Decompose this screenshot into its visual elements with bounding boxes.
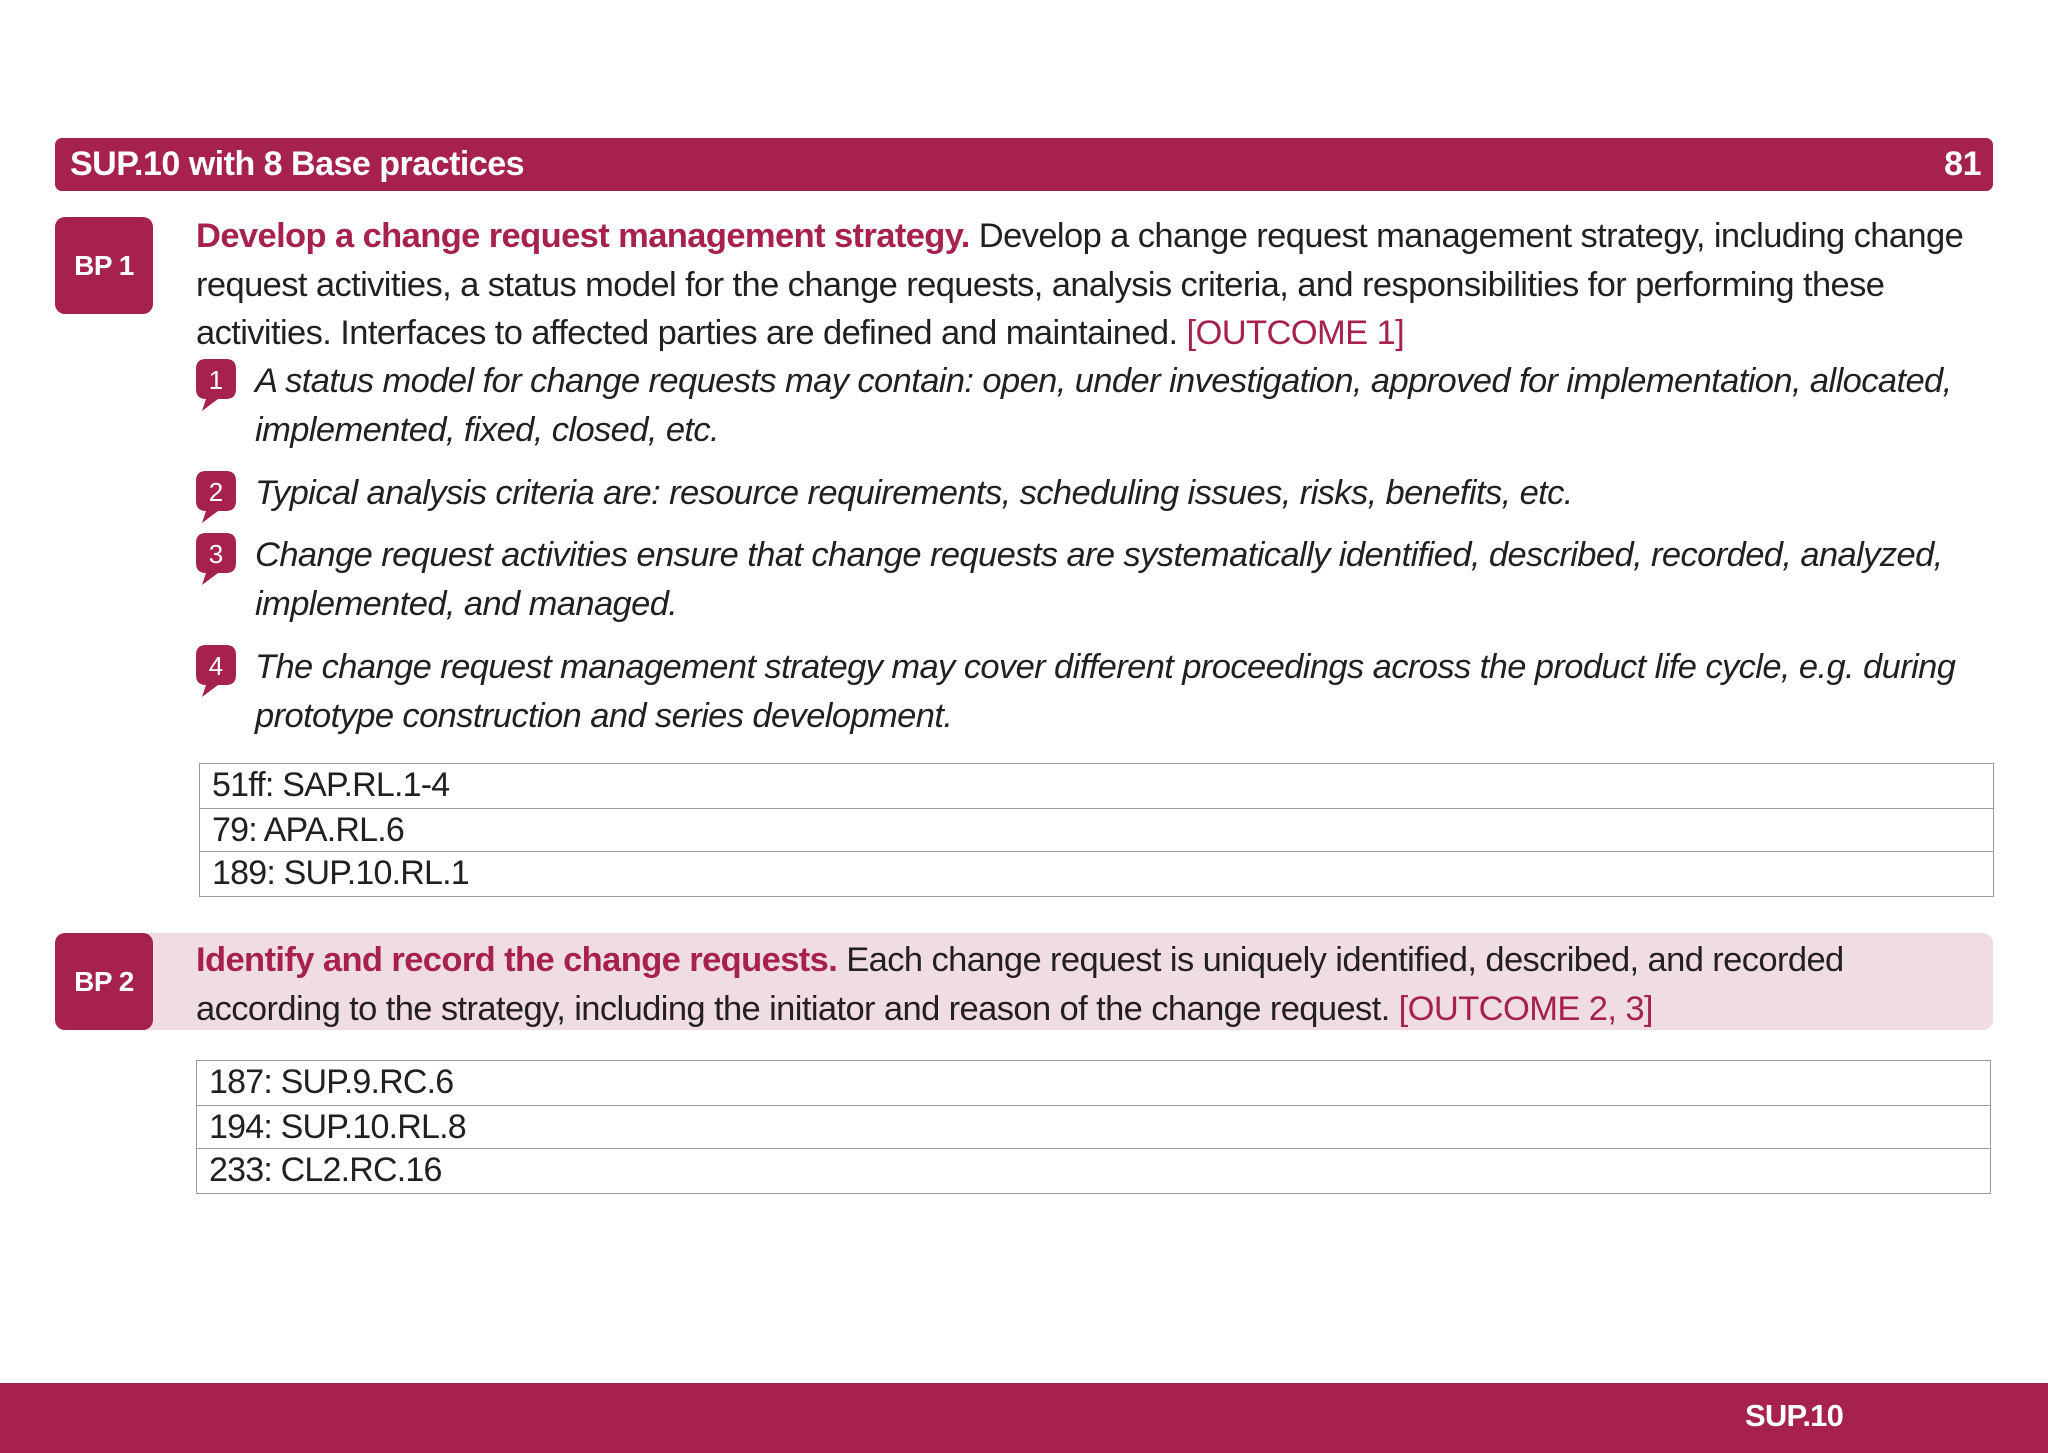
svg-text:2: 2	[208, 477, 224, 507]
bp2-reference-table	[196, 1060, 1991, 1194]
footer-label: SUP.10	[1745, 1398, 1844, 1433]
bp2-badge: BP 2	[55, 933, 153, 1030]
note-text: A status model for change requests may contain: open, under investigation, approved for implementation, allocated, implemented, fixed, closed, etc.	[255, 362, 1952, 449]
page-number: 81	[1944, 145, 1981, 183]
note-text: Change request activities ensure that change requests are systematically identified, described, recorded, analyzed, implemented, and managed.	[255, 536, 1943, 623]
bp1-title: Develop a change request management strategy.	[196, 217, 970, 255]
speech-bubble-icon	[196, 645, 236, 698]
bp1-description	[196, 212, 1986, 358]
bp1-outcome: [OUTCOME 1]	[1186, 314, 1405, 352]
note-text: The change request management strategy may cover different proceedings across the product life cycle, e.g. during prototype construction and series development.	[255, 648, 1956, 735]
bp1-reference-table	[199, 763, 1994, 897]
reference-row: 51ff: SAP.RL.1-4	[212, 766, 450, 804]
bp1-body: Develop a change request management strategy, including change request activities, a status model for the change requests, analysis criteria, and responsibilities for performing these activities. Interfaces to affected parties are defined and maintained.	[196, 217, 1964, 352]
bp2-title: Identify and record the change requests.	[196, 941, 838, 979]
speech-bubble-icon	[196, 359, 236, 412]
section-title: SUP.10 with 8 Base practices	[70, 145, 525, 183]
speech-bubble-icon	[196, 471, 236, 524]
note-text: Typical analysis criteria are: resource requirements, scheduling issues, risks, benefits, etc.	[255, 474, 1573, 512]
reference-row: 189: SUP.10.RL.1	[200, 851, 1993, 895]
bp2-outcome: [OUTCOME 2, 3]	[1398, 989, 1653, 1028]
svg-text:4: 4	[208, 651, 224, 681]
svg-text:1: 1	[208, 365, 224, 395]
footer-bar	[0, 1383, 2048, 1453]
speech-bubble-icon	[196, 533, 236, 586]
bp1-badge: BP 1	[55, 217, 153, 314]
reference-row: 194: SUP.10.RL.8	[197, 1105, 1990, 1149]
reference-row: 79: APA.RL.6	[200, 808, 1993, 852]
section-header	[55, 138, 1993, 191]
bp2-description	[196, 936, 1986, 1033]
reference-row: 187: SUP.9.RC.6	[209, 1063, 454, 1101]
svg-text:3: 3	[208, 539, 224, 569]
bp2-body: Each change request is uniquely identified, described, and recorded according to the strategy, including the initiator and reason of the change request.	[196, 941, 1844, 1028]
reference-row: 233: CL2.RC.16	[197, 1148, 1990, 1192]
